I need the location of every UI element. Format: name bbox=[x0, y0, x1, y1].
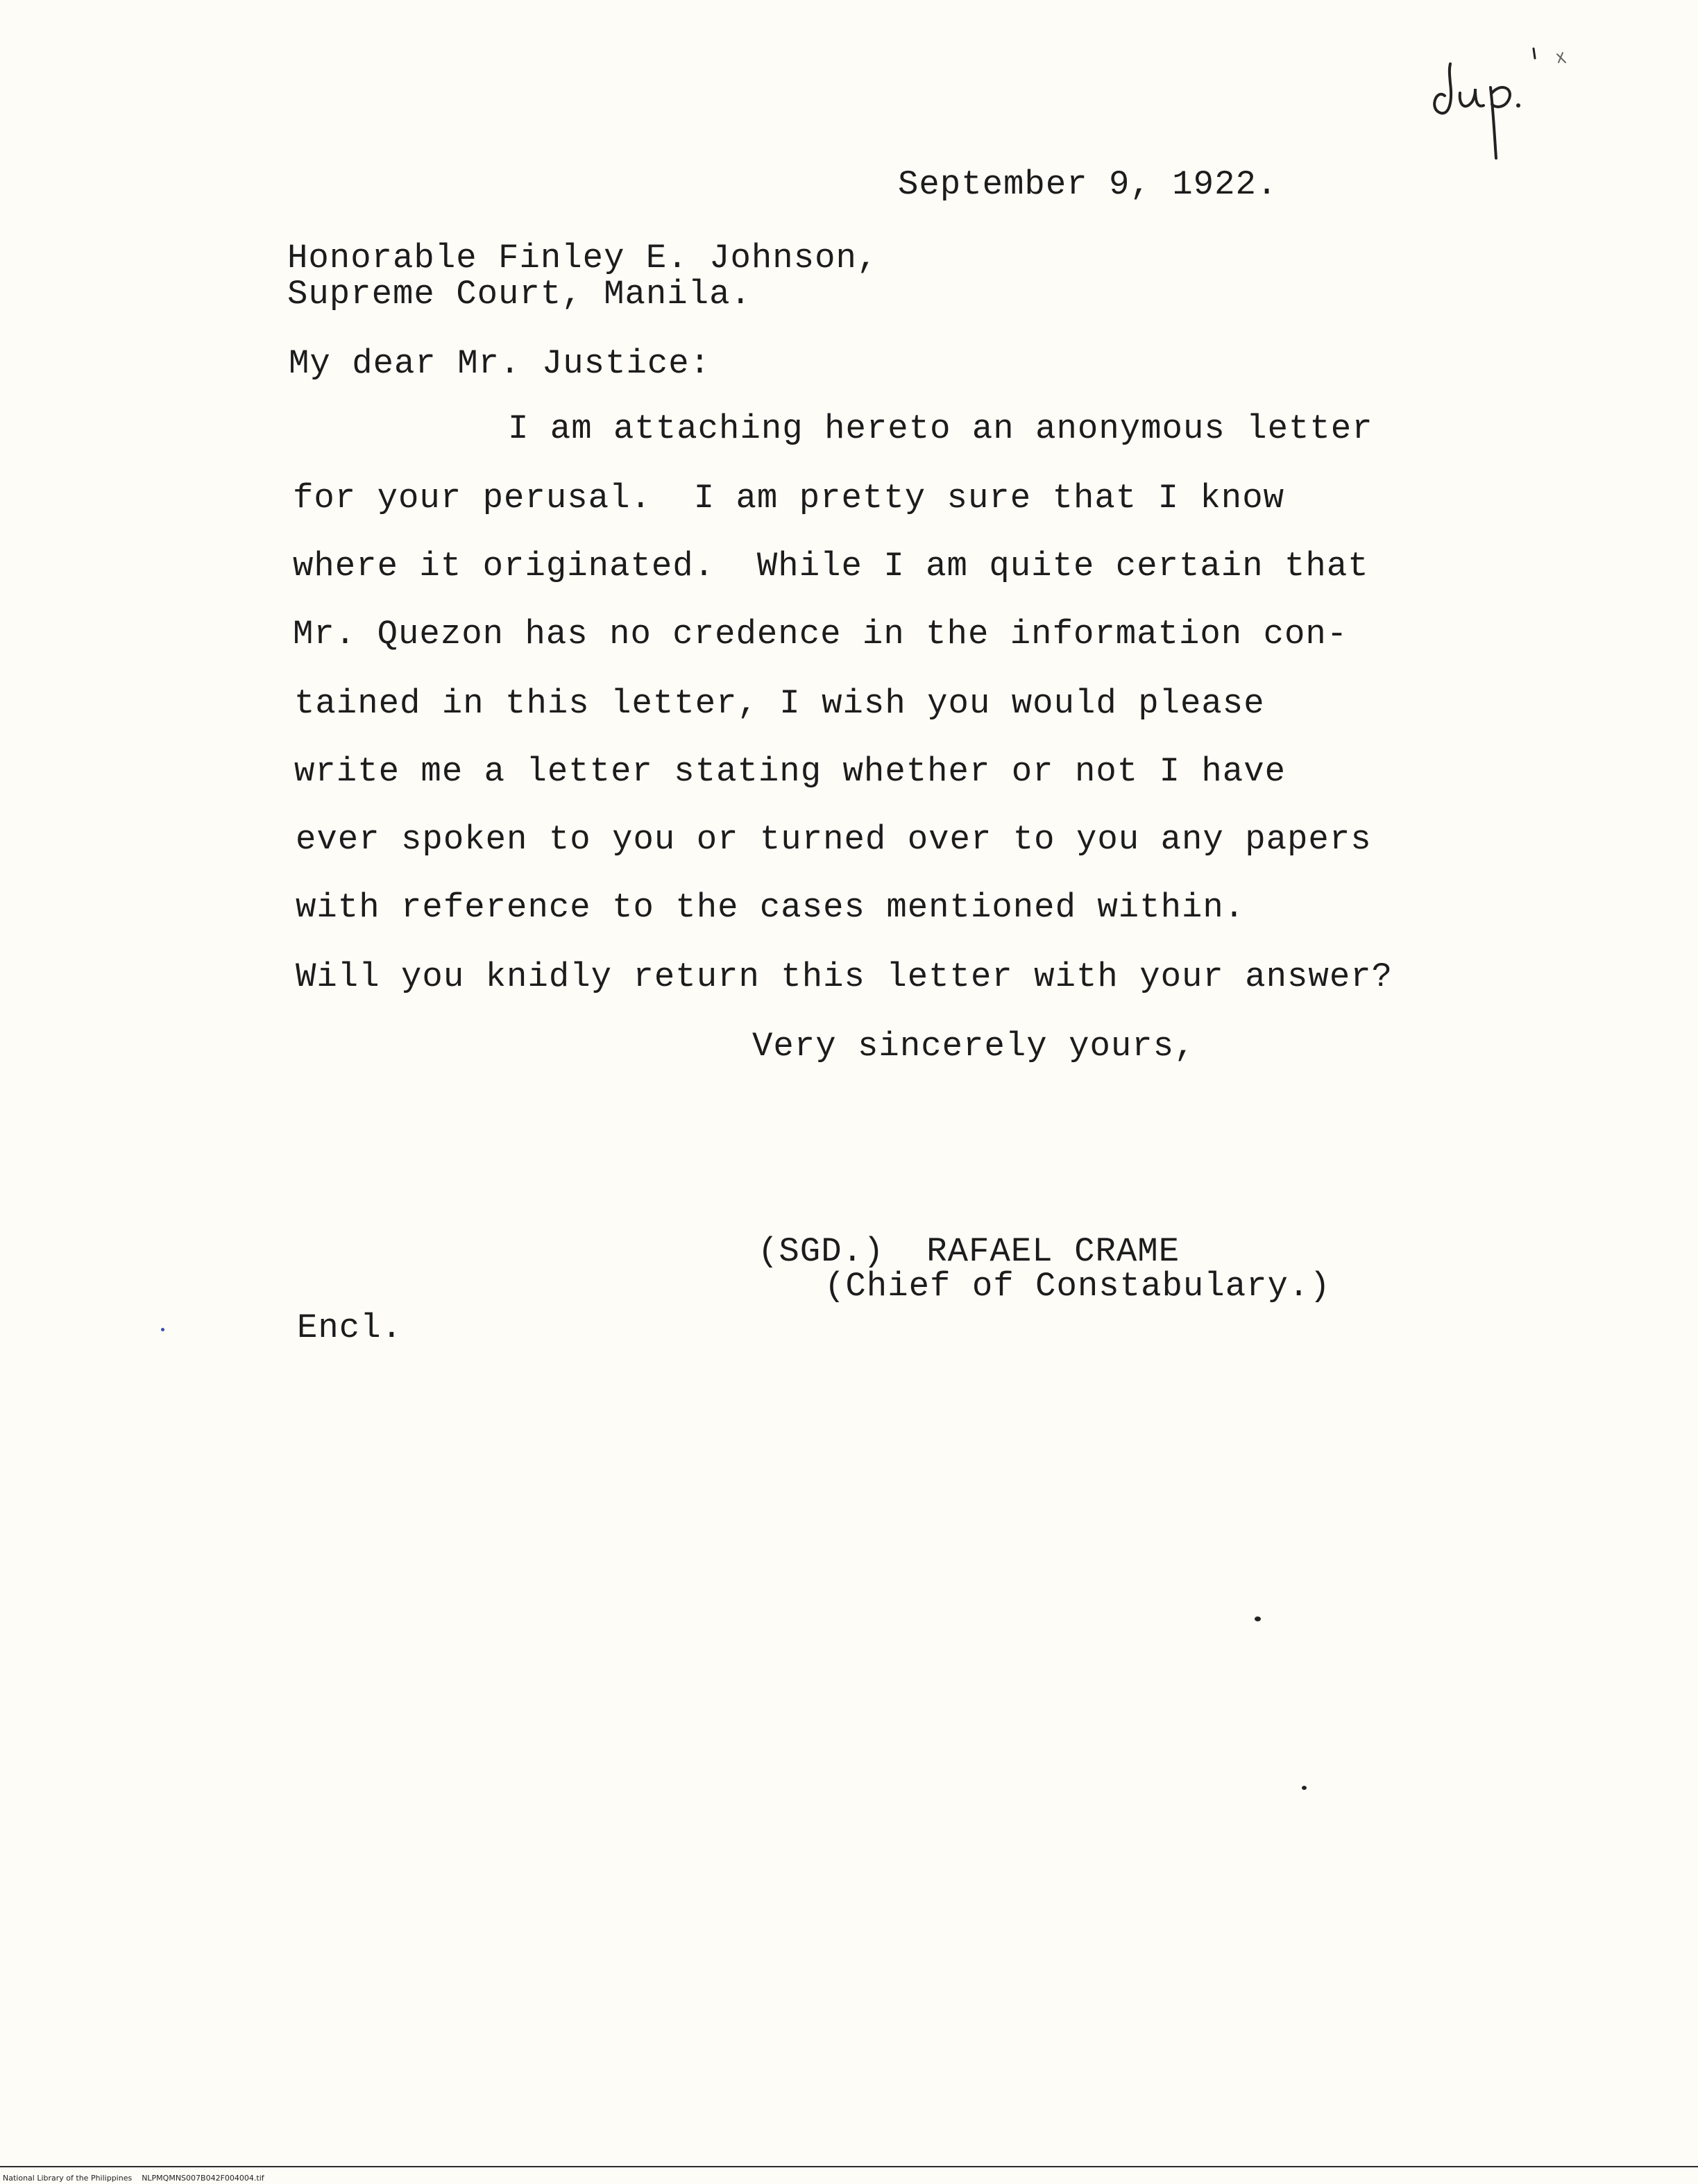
closing: Very sincerely yours, bbox=[752, 1027, 1196, 1066]
body-line: where it originated. While I am quite certain that bbox=[293, 547, 1369, 586]
signature-title: (Chief of Constabulary.) bbox=[824, 1267, 1331, 1306]
recipient-name: Honorable Finley E. Johnson, bbox=[287, 239, 878, 278]
body-line: tained in this letter, I wish you would please bbox=[294, 684, 1265, 723]
body-line: write me a letter stating whether or not I have bbox=[294, 752, 1287, 791]
recipient-address: Supreme Court, Manila. bbox=[287, 275, 752, 314]
dup-handwriting-icon bbox=[1429, 42, 1568, 173]
scan-footer bbox=[0, 2166, 1698, 2184]
scan-footer-text: National Library of the Philippines NLPMQMNS007B042F004004.tif bbox=[3, 2174, 264, 2183]
body-line: ever spoken to you or turned over to you any papers bbox=[296, 820, 1372, 859]
body-line: with reference to the cases mentioned within. bbox=[296, 888, 1246, 927]
signature-line: (SGD.) RAFAEL CRAME bbox=[758, 1232, 1180, 1271]
letter-date: September 9, 1922. bbox=[898, 165, 1278, 204]
body-line: for your perusal. I am pretty sure that I know bbox=[293, 479, 1285, 518]
enclosure-note: Encl. bbox=[297, 1308, 403, 1347]
body-line: Will you knidly return this letter with your answer? bbox=[296, 957, 1393, 996]
body-line: Mr. Quezon has no credence in the information con- bbox=[293, 615, 1348, 654]
body-line: I am attaching hereto an anonymous letter bbox=[508, 409, 1373, 448]
handwritten-annotation bbox=[1429, 42, 1568, 173]
salutation: My dear Mr. Justice: bbox=[289, 344, 711, 383]
ink-speck bbox=[161, 1328, 164, 1331]
ink-speck bbox=[1255, 1616, 1261, 1621]
ink-speck bbox=[1302, 1786, 1307, 1790]
